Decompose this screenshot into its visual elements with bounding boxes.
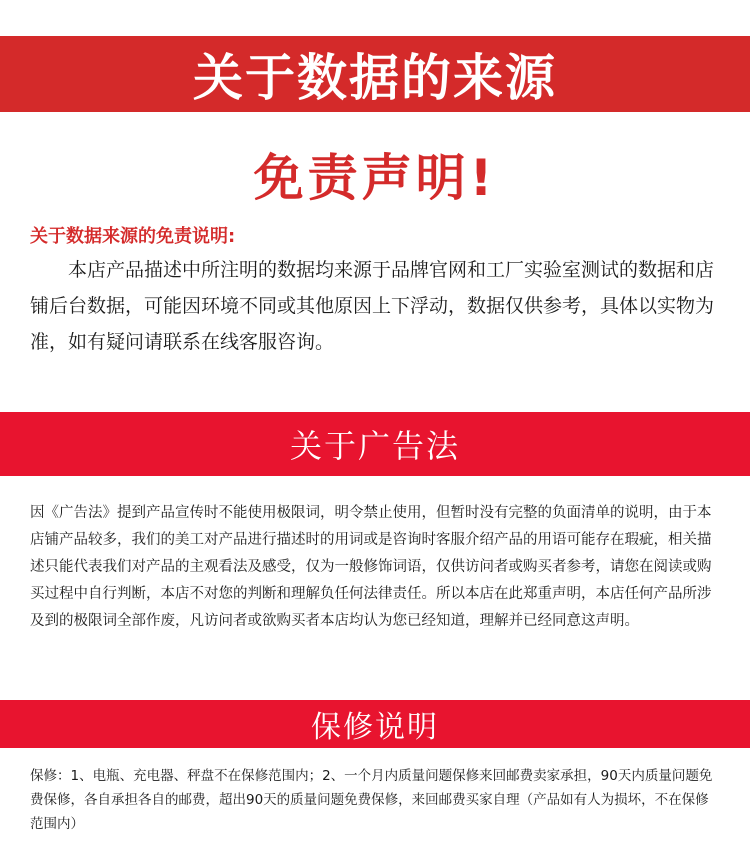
warranty-body: 保修：1、电瓶、充电器、秤盘不在保修范围内；2、一个月内质量问题保修来回邮费卖家承担，90天内质量问题免费保修，各自承担各自的邮费，超出90天的质量问题免费保修，来回邮费买家自理（产品如有人为损坏，不在保修范围内） xyxy=(30,768,713,832)
disclaimer-body: 本店产品描述中所注明的数据均来源于品牌官网和工厂实验室测试的数据和店铺后台数据，可能因环境不同或其他原因上下浮动，数据仅供参考，具体以实物为准，如有疑问请联系在线客服咨询。 xyxy=(30,259,715,353)
warranty-title: 保修说明 xyxy=(311,710,439,745)
header-banner xyxy=(0,36,750,112)
advertising-law-body: 因《广告法》提到产品宣传时不能使用极限词，明令禁止使用，但暂时没有完整的负面清单的说明，由于本店铺产品较多，我们的美工对产品进行描述时的用词或是咨询时客服介绍产品的用语可能存在瑕疵，相关描述只能代表我们对产品的主观看法及感受，仅为一般修饰词语，仅供访问者或购买者参考，请您在阅读或购买过程中自行判断，本店不对您的判断和理解负任何法律责任。所以本店在此郑重声明，本店任何产品所涉及到的极限词全部作废，凡访问者或欲购买者本店均认为您已经知道，理解并已经同意这声明。 xyxy=(30,505,712,629)
disclaimer-title: 免责声明! xyxy=(253,149,497,207)
disclaimer-subheading: 关于数据来源的免责说明: xyxy=(30,226,236,247)
advertising-law-banner xyxy=(0,412,750,476)
warranty-banner xyxy=(0,700,750,748)
advertising-law-title: 关于广告法 xyxy=(289,427,460,465)
header-title: 关于数据的来源 xyxy=(193,49,557,107)
